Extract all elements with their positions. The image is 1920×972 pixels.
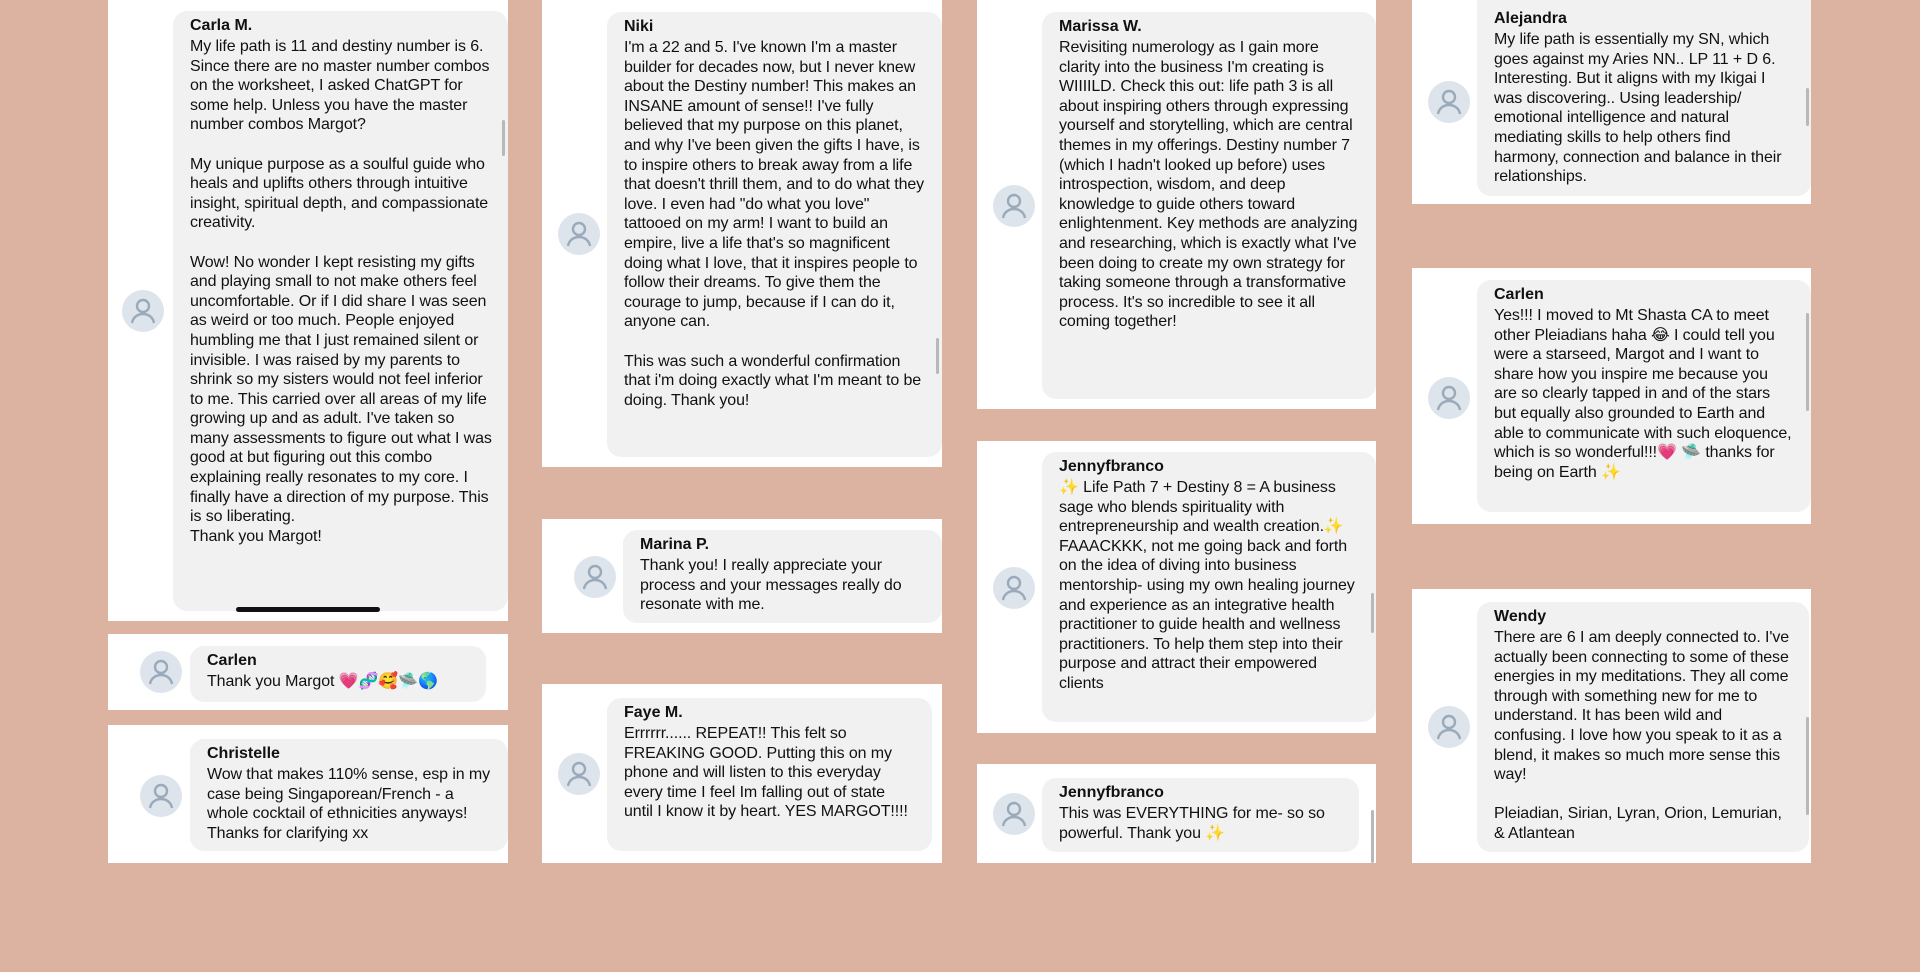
scrollbar[interactable] <box>1806 313 1809 411</box>
scrollbar[interactable] <box>1371 810 1374 863</box>
comment-text: Yes!!! I moved to Mt Shasta CA to meet other Pleiadians haha 😂 I could tell you were a starseed, Margot and I want to share how you inspire me because you are so clearly tapped in and of the stars but equally also grounded to Earth and able to communicate with such eloquence, which is so wonderful!!!💗 🛸 thanks for being on Earth ✨ <box>1494 307 1792 481</box>
user-icon <box>1428 81 1470 123</box>
commenter-name: Christelle <box>207 745 280 762</box>
scrollbar[interactable] <box>1806 88 1809 126</box>
avatar <box>993 185 1035 227</box>
comment-text: Wow that makes 110% sense, esp in my case being Singaporean/French - a whole cocktail of ethnicities anyways! Thanks for clarifying xx <box>207 766 491 842</box>
user-icon <box>140 775 182 817</box>
comment-bubble <box>1042 778 1359 852</box>
commenter-name: Niki <box>624 18 654 35</box>
avatar <box>993 793 1035 835</box>
commenter-name: Alejandra <box>1494 10 1567 27</box>
avatar <box>122 290 164 332</box>
comment-card <box>108 0 508 621</box>
comment-text: ✨ Life Path 7 + Destiny 8 = A business sage who blends spirituality with entrepreneurship and wealth creation.✨ FAAACKKK, not me going back and forth on the idea of diving into business mentorship- using my own healing journey and experience as an integrative health practitioner to guide health and wellness practitioners. To help them step into their purpose and attract their empowered clients <box>1059 479 1355 692</box>
comment-card <box>977 0 1376 409</box>
avatar <box>140 651 182 693</box>
comment-card <box>108 634 508 710</box>
comment-bubble <box>1477 0 1811 196</box>
comment-card <box>108 725 508 863</box>
user-icon <box>1428 706 1470 748</box>
comment-card <box>542 0 942 467</box>
scrollbar[interactable] <box>1806 717 1809 815</box>
comment-bubble <box>623 530 942 623</box>
commenter-name: Wendy <box>1494 608 1547 625</box>
user-icon <box>140 651 182 693</box>
comment-card <box>542 684 942 863</box>
avatar <box>1428 81 1470 123</box>
scrollbar[interactable] <box>1371 593 1374 633</box>
user-icon <box>993 793 1035 835</box>
user-icon <box>993 567 1035 609</box>
avatar <box>574 556 616 598</box>
comment-bubble <box>173 11 508 611</box>
comment-text: Errrrrr...... REPEAT!! This felt so FREAKING GOOD. Putting this on my phone and will listen to this everyday every time I feel Im falling out of state until I know it by heart. YES MARGOT!!!! <box>624 725 908 821</box>
user-icon <box>1428 377 1470 419</box>
comment-bubble <box>1042 12 1376 399</box>
commenter-name: Carlen <box>207 652 257 669</box>
avatar <box>140 775 182 817</box>
comment-bubble <box>1042 452 1376 722</box>
comment-bubble <box>190 646 486 702</box>
commenter-name: Carla M. <box>190 17 253 34</box>
avatar <box>993 567 1035 609</box>
comment-text: My life path is essentially my SN, which goes against my Aries NN.. LP 11 + D 6. Interesting. But it aligns with my Ikigai I was discovering.. Using leadership/ emotional intelligence and natural mediating skills to help others find harmony, connection and balance in their relationships. <box>1494 31 1782 186</box>
comment-text: I'm a 22 and 5. I've known I'm a master builder for decades now, but I never knew about the Destiny number! This makes an INSANE amount of sense!! I've fully believed that my purpose on this planet, and why I've been given the gifts I have, is to inspire others to break away from a life that doesn't thrill them, and to do what they love. I even had "do what you love" tattooed on my arm! I want to build an empire, live a life that's so magnificent doing what I love, that it inspires people to follow their dreams. To give them the courage to jump, because if I can do it, anyone can. This was such a wonderful confirmation that i'm doing exactly what I'm meant to be doing. Thank you! <box>624 39 925 409</box>
comment-text: This was EVERYTHING for me- so so powerful. Thank you ✨ <box>1059 805 1325 842</box>
avatar <box>1428 377 1470 419</box>
comment-text: My life path is 11 and destiny number is 6. Since there are no master number combos on the worksheet, I asked ChatGPT for some help. Unless you have the master number combos Margot? My unique purpose as a soulful guide who heals and uplifts others through intuitive insight, spiritual depth, and compassionate creativity. Wow! No wonder I kept resisting my gifts and playing small to not make others feel uncomfortable. Or if I did share I was seen as weird or too much. People enjoyed humbling me that I just remained silent or invisible. I was raised by my parents to shrink so my sisters would not feel inferior to me. This carried over all areas of my life growing up and as adult. I've taken so many assessments to figure out what I was good at but figuring out this combo explaining really resonates to my core. I finally have a direction of my purpose. This is so liberating. Thank you Margot! <box>190 38 492 545</box>
comment-bubble <box>607 12 942 457</box>
home-indicator <box>236 607 380 612</box>
comment-text: Thank you Margot 💗🧬🥰🛸🌎 <box>207 673 438 690</box>
user-icon <box>558 753 600 795</box>
comment-bubble <box>607 698 932 851</box>
commenter-name: Carlen <box>1494 286 1544 303</box>
comment-text: There are 6 I am deeply connected to. I've actually been connecting to some of these energies in my meditations. They all come through with something new for me to understand. It has been wild and confusing. I love how you speak to it as a blend, it makes so much more sense this way! Pleiadian, Sirian, Lyran, Orion, Lemurian, & Atlantean <box>1494 629 1790 842</box>
commenter-name: Marina P. <box>640 536 710 553</box>
user-icon <box>993 185 1035 227</box>
comment-card <box>1412 0 1811 204</box>
commenter-name: Marissa W. <box>1059 18 1142 35</box>
commenter-name: Faye M. <box>624 704 683 721</box>
user-icon <box>574 556 616 598</box>
avatar <box>1428 706 1470 748</box>
avatar <box>558 213 600 255</box>
avatar <box>558 753 600 795</box>
user-icon <box>558 213 600 255</box>
commenter-name: Jennyfbranco <box>1059 458 1164 475</box>
comment-text: Thank you! I really appreciate your process and your messages really do resonate with me. <box>640 557 902 614</box>
scrollbar[interactable] <box>502 120 505 156</box>
comment-card <box>977 764 1376 863</box>
comment-card <box>1412 589 1811 863</box>
commenter-name: Jennyfbranco <box>1059 784 1164 801</box>
scrollbar[interactable] <box>936 338 939 374</box>
user-icon <box>122 290 164 332</box>
comment-text: Revisiting numerology as I gain more clarity into the business I'm creating is WIIIILD. Check this out: life path 3 is all about inspiring others through expressing yourself and storytelling, which are central themes in my offerings. Destiny number 7 (which I hadn't looked up before) uses introspection, wisdom, and deep knowledge to guide others toward enlightenment. Key methods are analyzing and researching, which is exactly what I've been doing to create my own strategy for taking someone through a transformative process. It's so incredible to see it all coming together! <box>1059 39 1358 331</box>
comment-bubble <box>1477 280 1811 512</box>
comment-card <box>1412 268 1811 524</box>
comment-bubble <box>190 739 508 851</box>
comment-card <box>977 441 1376 733</box>
comment-card <box>542 519 942 633</box>
comment-bubble <box>1477 602 1809 852</box>
